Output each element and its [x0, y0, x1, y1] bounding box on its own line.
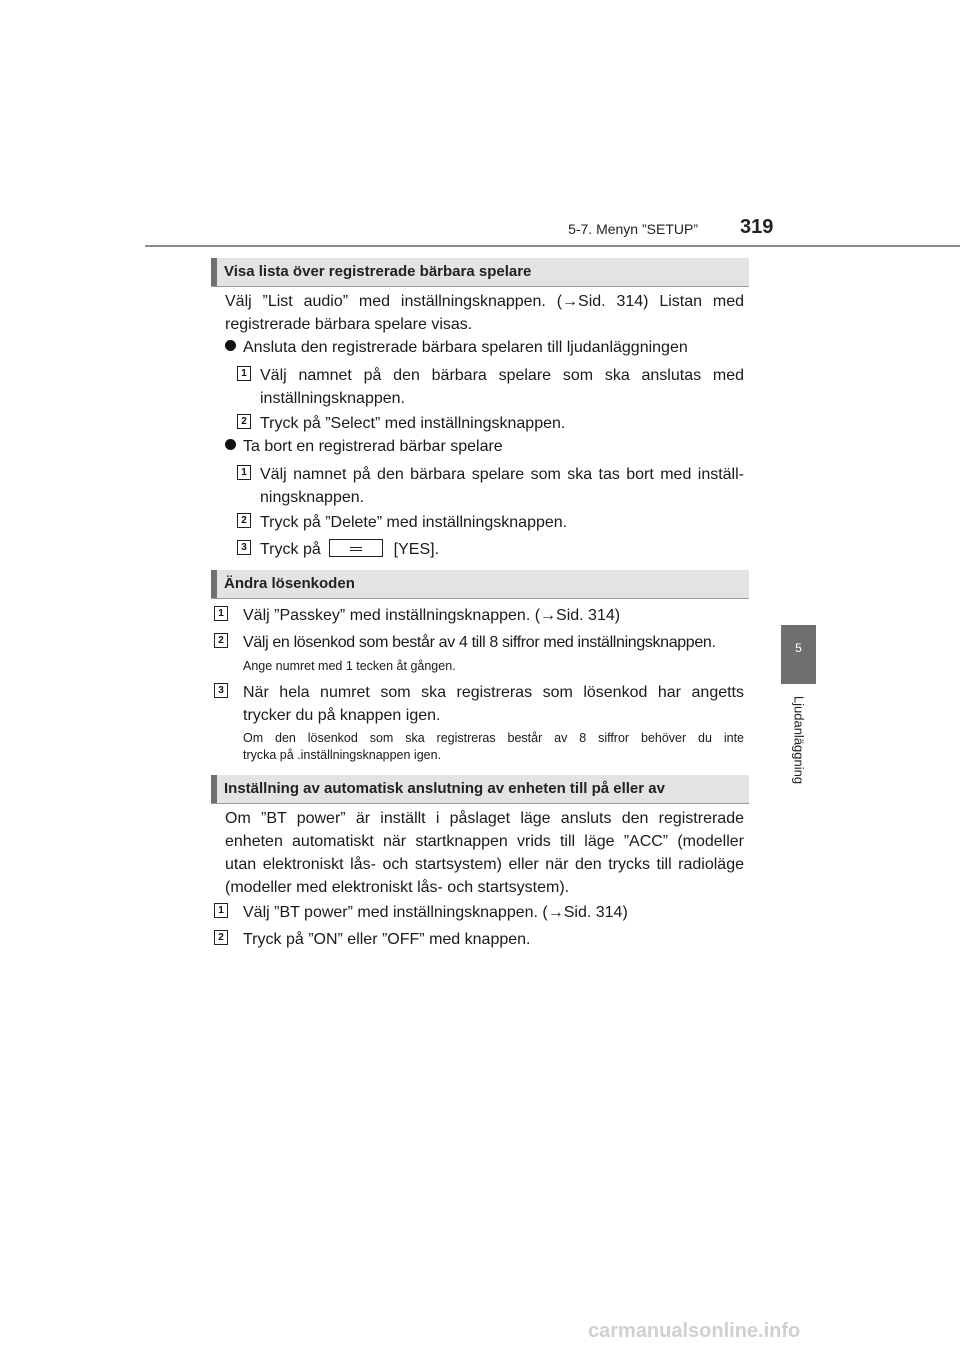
- step-number-icon: 2: [214, 633, 228, 648]
- step-text: Tryck på ”Select” med inställningsknappen.: [260, 415, 566, 432]
- paragraph-line: Välj ”List audio” med inställningsknappen. (→Sid. 314) Listan med: [225, 293, 744, 310]
- page-number: 319: [740, 216, 774, 238]
- step-number-icon: 2: [237, 414, 251, 429]
- section-heading-text: Visa lista över registrerade bärbara spelare: [224, 263, 532, 280]
- watermark: carmanualsonline.info: [588, 1320, 801, 1342]
- header-section-title: 5-7. Menyn ”SETUP”: [568, 221, 698, 237]
- step-text: inställningsknappen.: [260, 390, 405, 407]
- section-heading-auto-connect: [211, 775, 749, 803]
- step-number-icon: 2: [237, 513, 251, 528]
- step-number-icon: 2: [214, 930, 228, 945]
- paragraph-line: Om ”BT power” är inställt i påslaget läge ansluts den registrerade: [225, 810, 744, 827]
- section-underline: [211, 286, 749, 287]
- step-text: Välj ”Passkey” med inställningsknappen. (→Sid. 314): [243, 607, 621, 624]
- paragraph-line: registrerade bärbara spelare visas.: [225, 316, 473, 333]
- step-number-icon: 1: [237, 465, 251, 480]
- step-text: Välj namnet på den bärbara spelare som ska anslutas med: [260, 367, 744, 384]
- step-text: ningsknappen.: [260, 489, 365, 506]
- section-heading-bar: [211, 775, 217, 803]
- chapter-tab: [781, 625, 816, 684]
- step-number-icon: 1: [237, 366, 251, 381]
- step-text: Tryck på ”Delete” med inställningsknappen.: [260, 514, 568, 531]
- step-text: Välj ”BT power” med inställningsknappen. (→Sid. 314): [243, 904, 628, 921]
- select-key-icon: [329, 539, 383, 557]
- note-text: Ange numret med 1 tecken åt gången.: [243, 659, 456, 673]
- section-heading-list-players: [211, 258, 749, 286]
- chapter-label-container: [784, 690, 814, 800]
- step-number-icon: 1: [214, 606, 228, 621]
- bullet-text: Ansluta den registrerade bärbara spelaren till ljudanläggningen: [243, 339, 688, 356]
- note-text: Om den lösenkod som ska registreras består av 8 siffror behöver du inte: [243, 731, 744, 745]
- step-number-icon: 3: [237, 540, 251, 555]
- bullet-icon: [225, 439, 236, 450]
- bullet-icon: [225, 340, 236, 351]
- step-text-confirm: [260, 538, 744, 561]
- header-rule: [0, 245, 960, 247]
- section-heading-bar: [211, 258, 217, 286]
- bullet-text: Ta bort en registrerad bärbar spelare: [243, 438, 503, 455]
- step-number-icon: 3: [214, 683, 228, 698]
- step-text: Tryck på ”ON” eller ”OFF” med knappen.: [243, 931, 531, 948]
- section-heading-text: Ändra lösenkoden: [224, 575, 355, 592]
- step-text: När hela numret som ska registreras som lösenkod har angetts: [243, 684, 744, 701]
- section-underline: [211, 803, 749, 804]
- paragraph-line: (modeller med elektroniskt lås- och startsystem).: [225, 879, 570, 896]
- paragraph-line: utan elektroniskt lås- och startsystem) eller när den trycks till radioläge: [225, 856, 744, 873]
- section-heading-bar: [211, 570, 217, 598]
- section-heading-text: Inställning av automatisk anslutning av enheten till på eller av: [224, 780, 665, 797]
- step-text: Välj en lösenkod som består av 4 till 8 siffror med inställningsknappen.: [243, 634, 716, 651]
- section-heading-passkey: [211, 570, 749, 598]
- step-number-icon: 1: [214, 903, 228, 918]
- step-text-post: [YES].: [393, 541, 440, 558]
- step-text-pre: Tryck på: [260, 541, 321, 558]
- note-text: trycka på .inställningsknappen igen.: [243, 748, 442, 762]
- chapter-number: 5: [795, 641, 802, 655]
- chapter-label: Ljudanläggning: [791, 695, 807, 785]
- section-underline: [211, 598, 749, 599]
- paragraph-line: enheten automatiskt när startknappen vrids till läge ”ACC” (modeller: [225, 833, 744, 850]
- step-text: Välj namnet på den bärbara spelare som ska tas bort med inställ-: [260, 466, 744, 483]
- step-text: trycker du på knappen igen.: [243, 707, 441, 724]
